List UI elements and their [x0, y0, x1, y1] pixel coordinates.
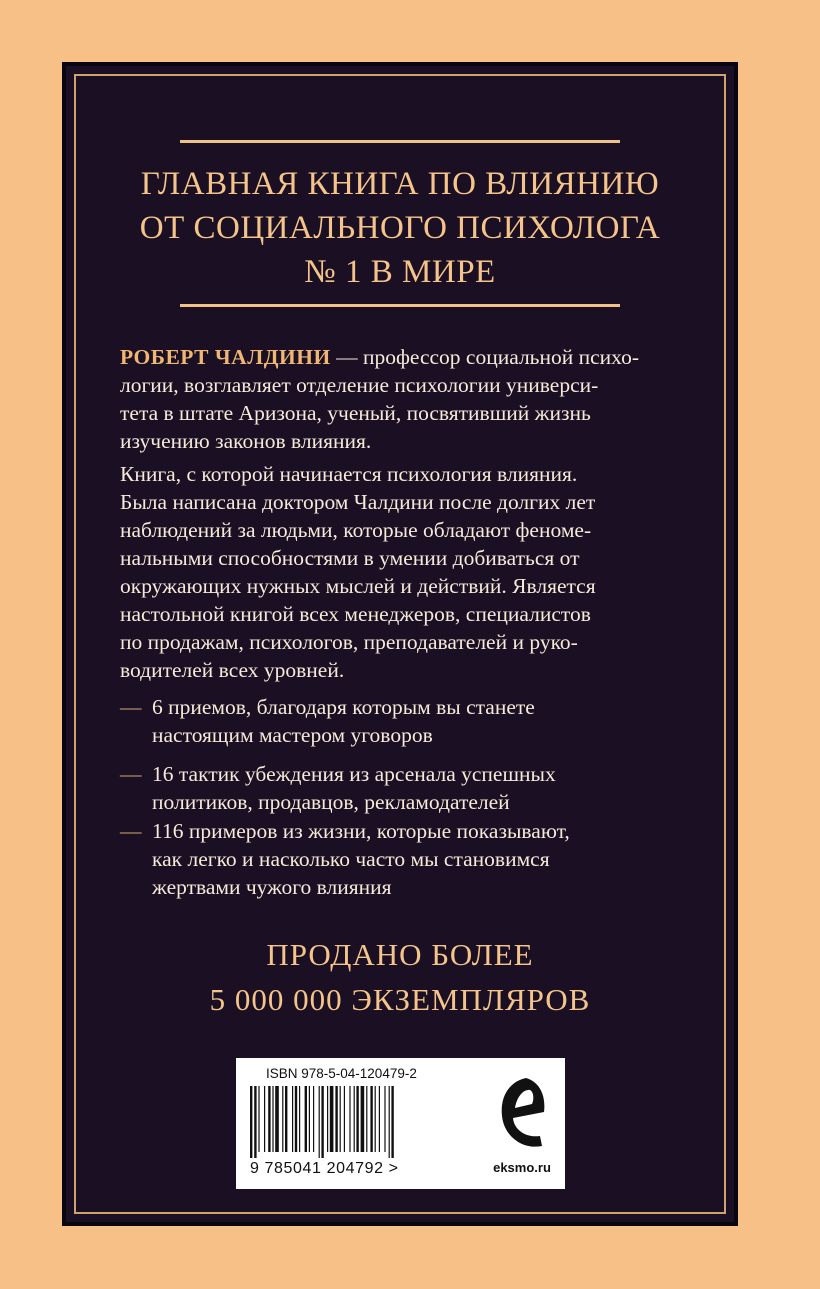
barcode-bar — [299, 1086, 300, 1152]
headline — [82, 162, 718, 294]
publisher-site: eksmo.ru — [493, 1160, 551, 1175]
author-bio-line-3: тета в штате Аризона, ученый, посвятивший жизнь — [120, 401, 591, 425]
bullet-line: 16 тактик убеждения из арсенала успешных — [152, 762, 556, 786]
barcode-bar — [305, 1086, 307, 1152]
author-bio-line-4: изучению законов влияния. — [120, 429, 372, 453]
description-line: водителей всех уровней. — [120, 658, 345, 682]
sales-line-2: 5 000 000 ЭКЗЕМПЛЯРОВ — [209, 982, 591, 1017]
barcode-bar — [292, 1086, 293, 1152]
barcode-bar — [282, 1086, 283, 1152]
barcode-bar — [295, 1086, 297, 1152]
bullet-line: как легко и насколько часто мы становимся — [152, 847, 550, 871]
barcode-bar — [264, 1086, 265, 1152]
sales-line-1: ПРОДАНО БОЛЕЕ — [266, 937, 534, 972]
bullet-line: настоящим мастером уговоров — [152, 723, 433, 747]
barcode-bar — [319, 1086, 320, 1158]
bullet-line: 116 примеров из жизни, которые показывают, — [152, 819, 570, 843]
headline-line-1: ГЛАВНАЯ КНИГА ПО ВЛИЯНИЮ — [140, 166, 660, 202]
barcode-bar — [361, 1086, 365, 1152]
barcode-bar — [356, 1086, 358, 1152]
description-line: нальными способностями в умении добиваться от — [120, 546, 580, 570]
description-line: Была написана доктором Чалдини после долгих лет — [120, 490, 596, 514]
barcode-bar — [354, 1086, 355, 1152]
barcode-bar — [344, 1086, 345, 1152]
dash-icon: — — [120, 819, 142, 843]
barcode-bar — [391, 1086, 393, 1158]
isbn-block — [236, 1058, 565, 1189]
barcode-bar — [285, 1086, 287, 1152]
description-line: окружающих нужных мыслей и действий. Является — [120, 574, 596, 598]
barcode-icon — [246, 1086, 446, 1158]
headline-line-3: № 1 В МИРЕ — [304, 254, 496, 290]
barcode-bar — [250, 1086, 252, 1158]
barcode-bar — [258, 1086, 259, 1152]
barcode-bar — [309, 1086, 310, 1152]
author-name: РОБЕРТ ЧАЛДИНИ — [120, 345, 331, 369]
bullet-line: 6 приемов, благодаря которым вы станете — [152, 695, 535, 719]
barcode-bar — [327, 1086, 328, 1152]
author-bio-line-1: — профессор социальной психо- — [330, 345, 640, 369]
description-line: Книга, с которой начинается психология влияния. — [120, 462, 578, 486]
barcode-bar — [370, 1086, 372, 1152]
barcode-bar — [275, 1086, 279, 1152]
bullet-line: жертвами чужого влияния — [152, 875, 392, 899]
barcode-bar — [340, 1086, 341, 1152]
barcode-bar — [375, 1086, 376, 1152]
author-bio-line-2: логии, возглавляет отделение психологии универси- — [120, 373, 599, 397]
barcode-bar — [272, 1086, 273, 1152]
description-line: по продажам, психологов, преподавателей и руко- — [120, 630, 578, 654]
author-bio — [120, 343, 690, 455]
barcode-bar — [321, 1086, 323, 1158]
barcode-bar — [379, 1086, 380, 1152]
book-description — [120, 460, 690, 684]
barcode-digits: 9 785041 204792 > — [250, 1160, 399, 1177]
barcode-bar — [335, 1086, 337, 1152]
barcode-bar — [384, 1086, 385, 1152]
barcode-bar — [330, 1086, 334, 1152]
sales-claim — [82, 932, 718, 1022]
description-line: настольной книгой всех менеджеров, специалистов — [120, 602, 591, 626]
bullet-line: политиков, продавцов, рекламодателей — [152, 790, 510, 814]
barcode-bar — [366, 1086, 367, 1152]
headline-line-2: ОТ СОЦИАЛЬНОГО ПСИХОЛОГА — [139, 210, 661, 246]
barcode-bar — [254, 1086, 256, 1158]
top-rule — [180, 140, 620, 143]
barcode-bar — [268, 1086, 270, 1152]
bottom-rule — [180, 304, 620, 307]
description-line: наблюдений за людьми, которые обладают феноме- — [120, 518, 592, 542]
barcode-bar — [313, 1086, 314, 1152]
barcode-bar — [389, 1086, 390, 1158]
dash-icon: — — [120, 762, 142, 786]
dash-icon: — — [120, 695, 142, 719]
eksmo-logo-icon — [496, 1072, 552, 1156]
isbn-label: ISBN 978-5-04-120479-2 — [266, 1066, 417, 1081]
barcode-bar — [349, 1086, 350, 1152]
